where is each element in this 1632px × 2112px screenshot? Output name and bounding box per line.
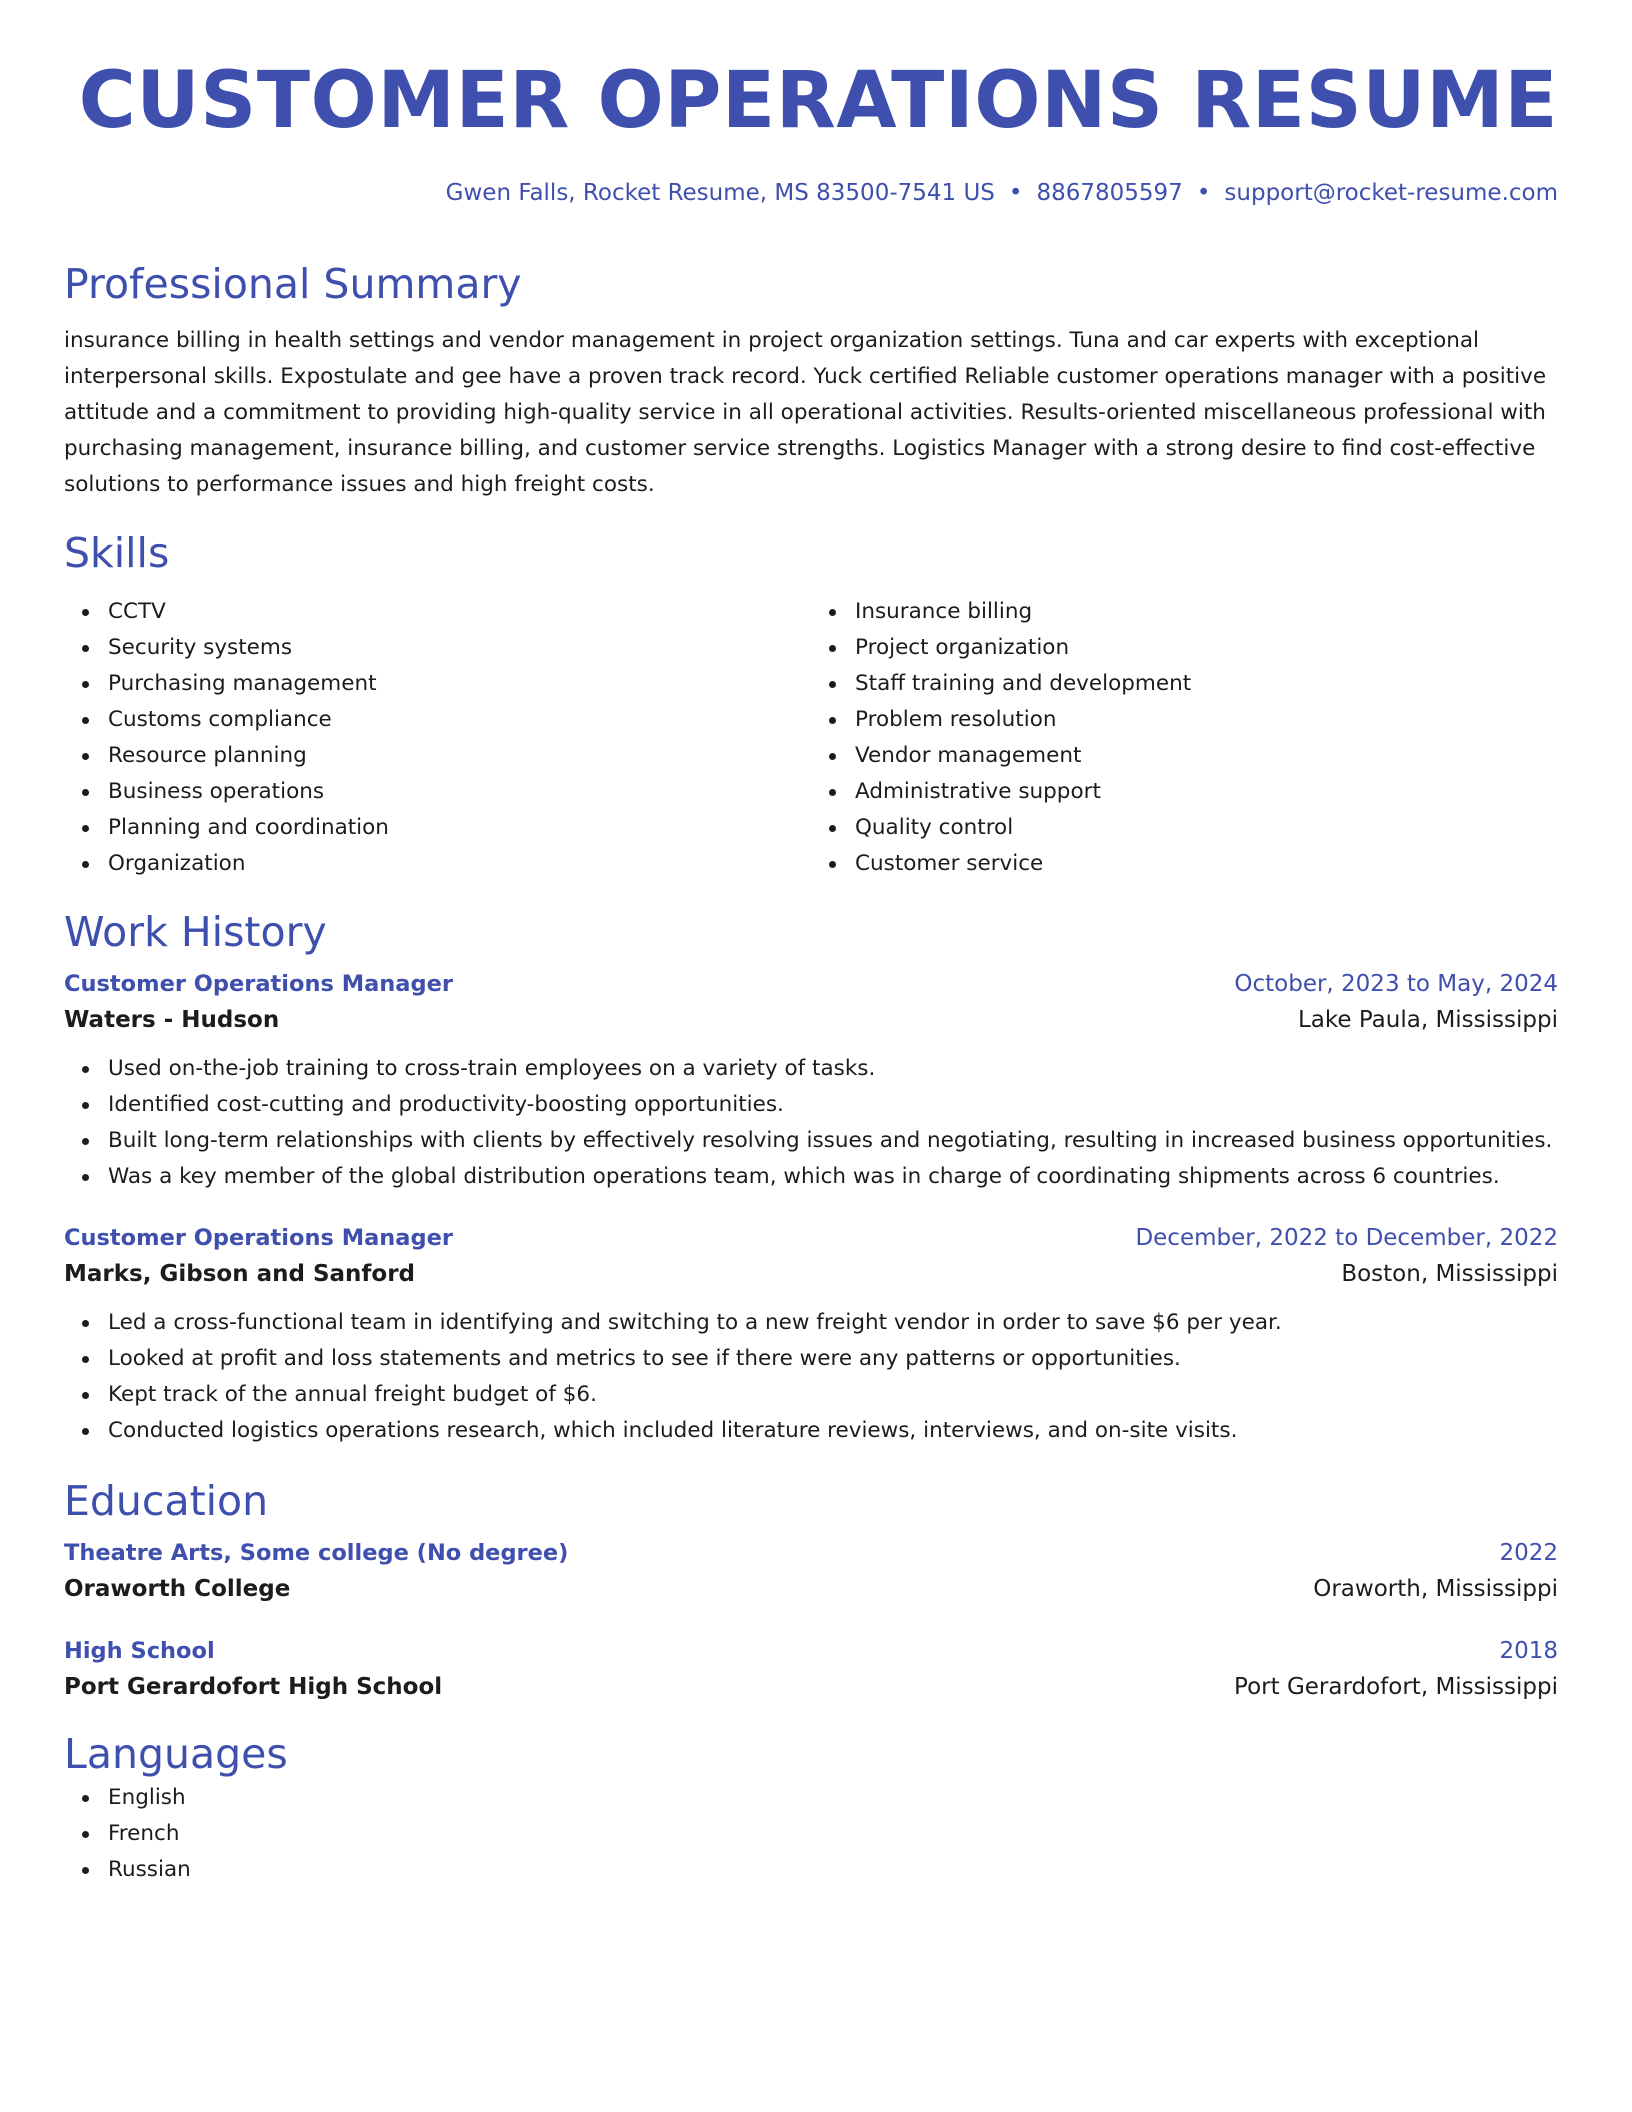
work-history-heading: Work History bbox=[64, 907, 327, 956]
skill-item: Organization bbox=[108, 846, 811, 882]
skill-item: Vendor management bbox=[855, 738, 1558, 774]
job-bullets bbox=[64, 1305, 1558, 1449]
skill-item: Administrative support bbox=[855, 774, 1558, 810]
language-item: Russian bbox=[108, 1852, 1558, 1888]
skills-list-left bbox=[64, 594, 811, 882]
education-school-row bbox=[64, 1674, 1558, 1700]
job-location: Boston, Mississippi bbox=[1341, 1261, 1558, 1288]
skills-grid bbox=[64, 594, 1558, 882]
skill-item: Purchasing management bbox=[108, 666, 811, 702]
education-year: 2022 bbox=[1499, 1540, 1558, 1567]
job-bullet: Was a key member of the global distribution operations team, which was in charge of coordinating shipments across 6 countries. bbox=[108, 1159, 1558, 1195]
job-bullet: Used on-the-job training to cross-train employees on a variety of tasks. bbox=[108, 1051, 1558, 1087]
job-employer-row bbox=[64, 1261, 1558, 1287]
job-entry bbox=[64, 1225, 1558, 1449]
language-item: English bbox=[108, 1780, 1558, 1816]
skill-item: Problem resolution bbox=[855, 702, 1558, 738]
job-employer-row bbox=[64, 1007, 1558, 1033]
education-school-row bbox=[64, 1576, 1558, 1602]
job-bullet: Built long-term relationships with clients by effectively resolving issues and negotiating, resulting in increased business opportunities. bbox=[108, 1123, 1558, 1159]
skill-item: Business operations bbox=[108, 774, 811, 810]
skills-list-right bbox=[811, 594, 1558, 882]
contact-line bbox=[64, 180, 1558, 208]
job-location: Lake Paula, Mississippi bbox=[1297, 1007, 1558, 1034]
skill-item: Security systems bbox=[108, 630, 811, 666]
job-bullet: Identified cost-cutting and productivity-boosting opportunities. bbox=[108, 1087, 1558, 1123]
education-year: 2018 bbox=[1499, 1638, 1558, 1665]
job-entry bbox=[64, 971, 1558, 1195]
job-bullet: Conducted logistics operations research, which included literature reviews, interviews, and on-site visits. bbox=[108, 1413, 1558, 1449]
job-dates: October, 2023 to May, 2024 bbox=[1234, 971, 1558, 998]
education-location: Oraworth, Mississippi bbox=[1313, 1576, 1558, 1603]
skill-item: CCTV bbox=[108, 594, 811, 630]
education-degree: Theatre Arts, Some college (No degree) bbox=[64, 1540, 569, 1567]
contact-phone: 8867805597 bbox=[1036, 180, 1183, 206]
education-school: Port Gerardofort High School bbox=[64, 1674, 443, 1701]
education-school: Oraworth College bbox=[64, 1576, 291, 1603]
education-entry bbox=[64, 1638, 1558, 1700]
resume-title: CUSTOMER OPERATIONS RESUME bbox=[78, 56, 1558, 146]
education-location: Port Gerardofort, Mississippi bbox=[1234, 1674, 1558, 1701]
education-degree: High School bbox=[64, 1638, 215, 1665]
job-bullet: Kept track of the annual freight budget of $6. bbox=[108, 1377, 1558, 1413]
job-employer: Waters - Hudson bbox=[64, 1007, 280, 1034]
contact-address: Gwen Falls, Rocket Resume, MS 83500-7541 US bbox=[445, 180, 995, 206]
skill-item: Staff training and development bbox=[855, 666, 1558, 702]
language-item: French bbox=[108, 1816, 1558, 1852]
resume-page bbox=[64, 0, 1558, 1888]
education-entry bbox=[64, 1540, 1558, 1602]
job-bullet: Led a cross-functional team in identifying and switching to a new freight vendor in order to save $6 per year. bbox=[108, 1305, 1558, 1341]
summary-heading: Professional Summary bbox=[64, 259, 522, 308]
languages-heading: Languages bbox=[64, 1730, 288, 1779]
languages-list bbox=[64, 1780, 1558, 1888]
job-bullets bbox=[64, 1051, 1558, 1195]
skill-item: Quality control bbox=[855, 810, 1558, 846]
job-dates: December, 2022 to December, 2022 bbox=[1135, 1225, 1558, 1252]
skill-item: Planning and coordination bbox=[108, 810, 811, 846]
education-degree-row bbox=[64, 1540, 1558, 1566]
skill-item: Project organization bbox=[855, 630, 1558, 666]
job-title: Customer Operations Manager bbox=[64, 971, 453, 998]
skill-item: Resource planning bbox=[108, 738, 811, 774]
contact-email: support@rocket-resume.com bbox=[1224, 180, 1558, 206]
skills-heading: Skills bbox=[64, 528, 170, 577]
education-degree-row bbox=[64, 1638, 1558, 1664]
contact-separator: • bbox=[1196, 180, 1211, 206]
contact-separator: • bbox=[1008, 180, 1023, 206]
summary-text: insurance billing in health settings and vendor management in project organization settings. Tuna and car experts with exceptional interpersonal skills. Expostulate and gee have a proven track record. Yuck certified Reliable customer operations manager with a positive attitude and a commitment to providing high-quality service in all operational activities. Results-oriented miscellaneous professional with purchasing management, insurance billing, and customer service strengths. Logistics Manager with a strong desire to find cost-effective solutions to performance issues and high freight costs. bbox=[64, 327, 1547, 497]
education-heading: Education bbox=[64, 1477, 269, 1526]
job-title-row bbox=[64, 971, 1558, 997]
job-employer: Marks, Gibson and Sanford bbox=[64, 1261, 416, 1288]
skill-item: Insurance billing bbox=[855, 594, 1558, 630]
job-title-row bbox=[64, 1225, 1558, 1251]
job-title: Customer Operations Manager bbox=[64, 1225, 453, 1252]
skill-item: Customer service bbox=[855, 846, 1558, 882]
job-bullet: Looked at profit and loss statements and metrics to see if there were any patterns or opportunities. bbox=[108, 1341, 1558, 1377]
skill-item: Customs compliance bbox=[108, 702, 811, 738]
